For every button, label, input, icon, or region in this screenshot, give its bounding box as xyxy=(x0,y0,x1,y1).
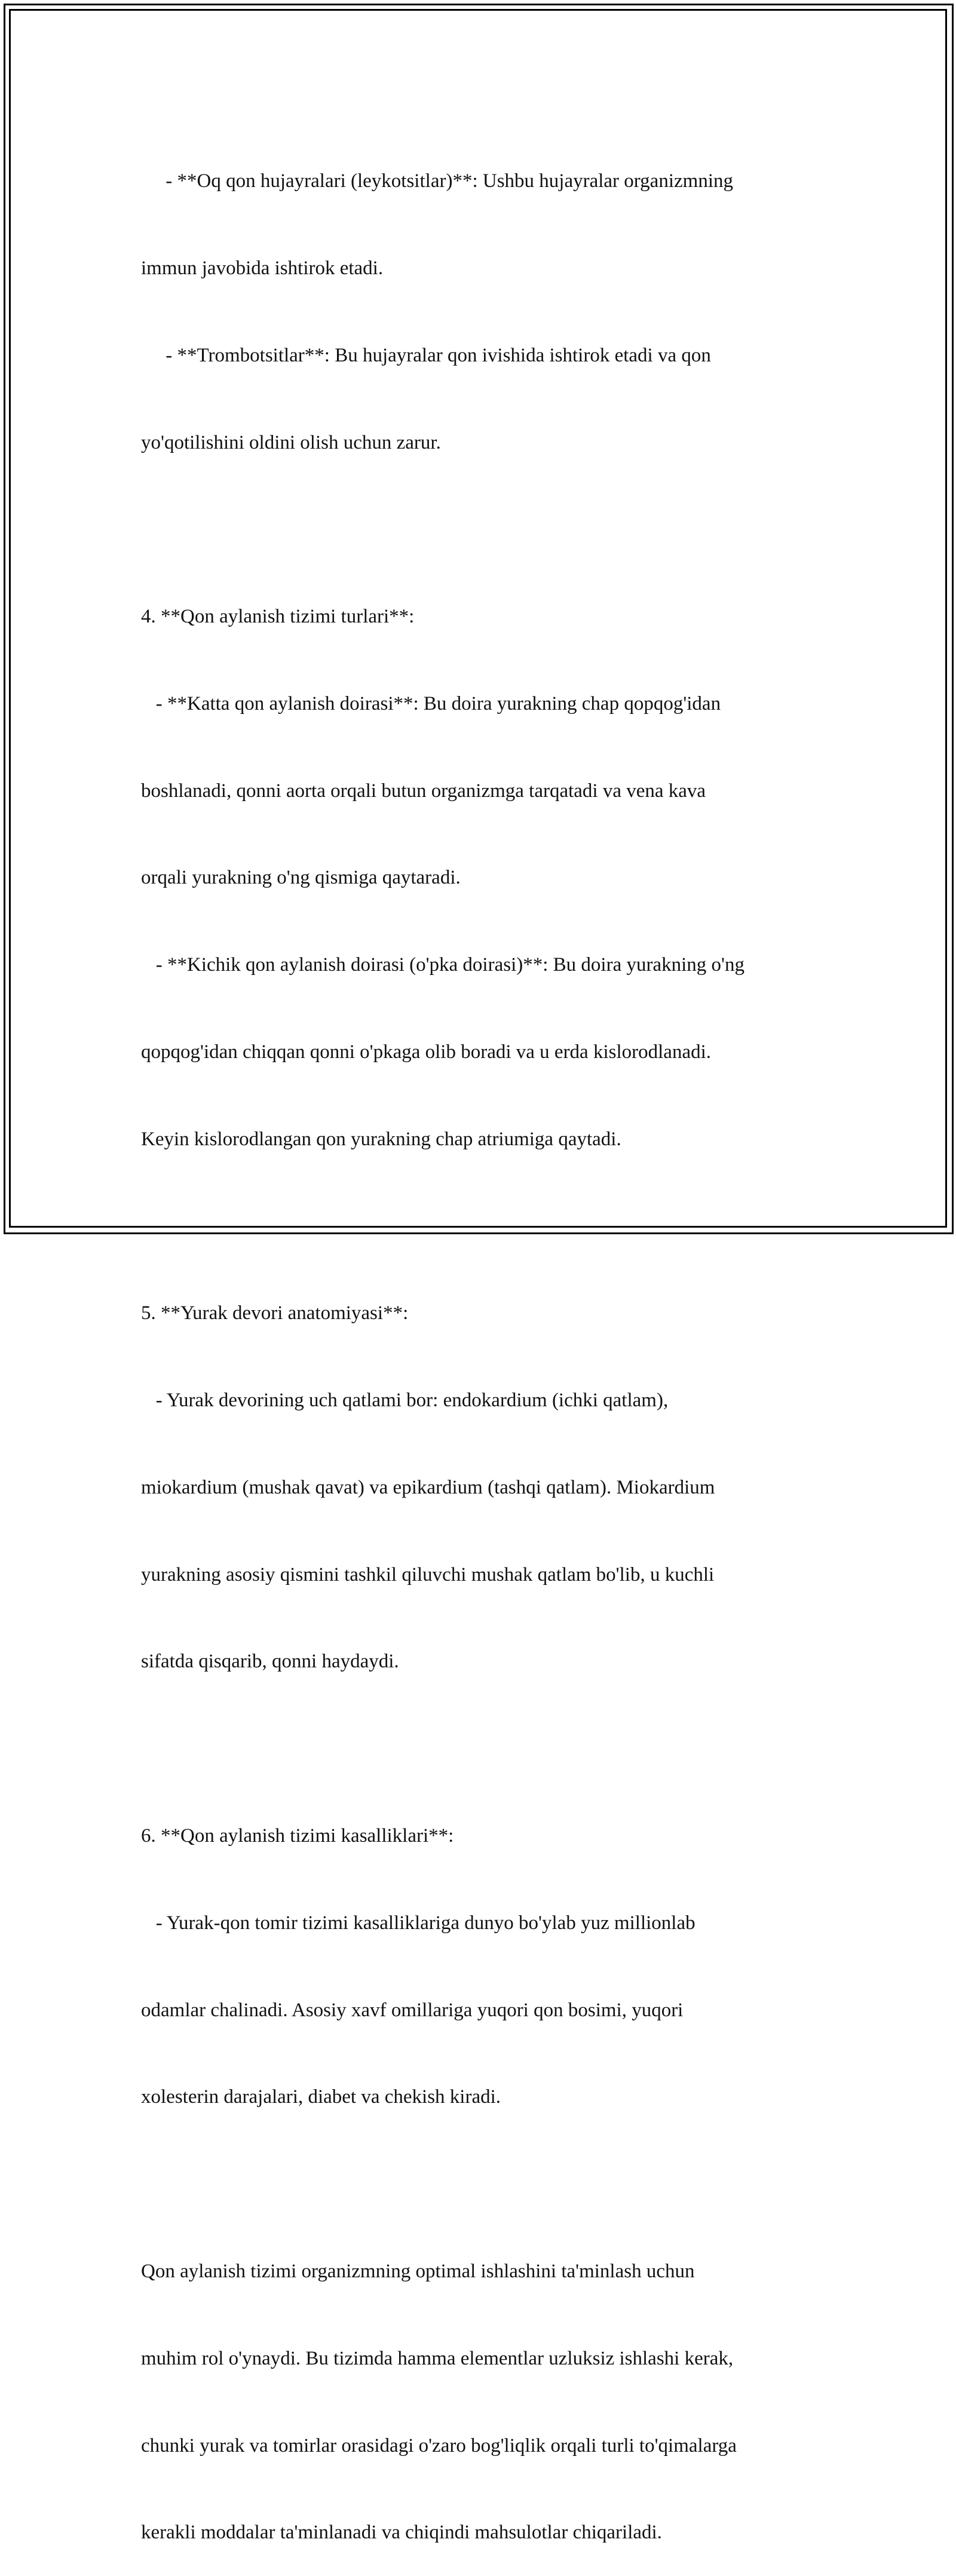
blank-line xyxy=(141,2170,828,2199)
section-heading: 4. **Qon aylanish tizimi turlari**: xyxy=(141,606,415,628)
text-line: miokardium (mushak qavat) va epikardium (tashqi qatlam). Miokardium xyxy=(141,1476,715,1498)
text-line: - **Oq qon hujayralari (leykotsitlar)**: Ushbu hujayralar organizmning xyxy=(141,170,733,192)
blank-line xyxy=(141,1734,828,1764)
text-line: odamlar chalinadi. Asosiy xavf omillariga yuqori qon bosimi, yuqori xyxy=(141,1999,684,2021)
blank-line xyxy=(141,1212,828,1241)
text-line: sifatda qisqarib, qonni haydaydi. xyxy=(141,1651,399,1673)
text-line: Qon aylanish tizimi organizmning optimal ishlashini ta'minlash uchun xyxy=(141,2260,695,2282)
text-line: orqali yurakning o'ng qismiga qaytaradi. xyxy=(141,867,461,889)
document-body xyxy=(141,109,828,2576)
text-line: kerakli moddalar ta'minlanadi va chiqindi mahsulotlar chiqariladi. xyxy=(141,2522,662,2544)
text-line: - **Trombotsitlar**: Bu hujayralar qon ivishida ishtirok etadi va qon xyxy=(141,344,711,366)
text-line: yurakning asosiy qismini tashkil qiluvchi mushak qatlam bo'lib, u kuchli xyxy=(141,1563,715,1586)
text-line: immun javobida ishtirok etadi. xyxy=(141,257,384,279)
text-line: Keyin kislorodlangan qon yurakning chap atriumiga qaytadi. xyxy=(141,1128,621,1150)
text-line: xolesterin darajalari, diabet va chekish kiradi. xyxy=(141,2086,501,2108)
text-line: boshlanadi, qonni aorta orqali butun organizmga tarqatadi va vena kava xyxy=(141,780,706,802)
text-line: yo'qotilishini oldini olish uchun zarur. xyxy=(141,431,441,453)
text-line: qopqog'idan chiqqan qonni o'pkaga olib boradi va u erda kislorodlanadi. xyxy=(141,1041,712,1063)
text-line: - **Katta qon aylanish doirasi**: Bu doira yurakning chap qopqog'idan xyxy=(141,692,721,714)
text-line: muhim rol o'ynaydi. Bu tizimda hamma elementlar uzluksiz ishlashi kerak, xyxy=(141,2347,734,2369)
text-line: - **Kichik qon aylanish doirasi (o'pka doirasi)**: Bu doira yurakning o'ng xyxy=(141,954,744,976)
text-line: - Yurak devorining uch qatlami bor: endokardium (ichki qatlam), xyxy=(141,1390,669,1412)
text-line: - Yurak-qon tomir tizimi kasalliklariga dunyo bo'ylab yuz millionlab xyxy=(141,1912,695,1934)
section-heading: 6. **Qon aylanish tizimi kasalliklari**: xyxy=(141,1825,454,1847)
section-heading: 5. **Yurak devori anatomiyasi**: xyxy=(141,1302,409,1324)
text-line: chunki yurak va tomirlar orasidagi o'zaro bog'liqlik orqali turli to'qimalarga xyxy=(141,2434,737,2457)
blank-line xyxy=(141,515,828,544)
